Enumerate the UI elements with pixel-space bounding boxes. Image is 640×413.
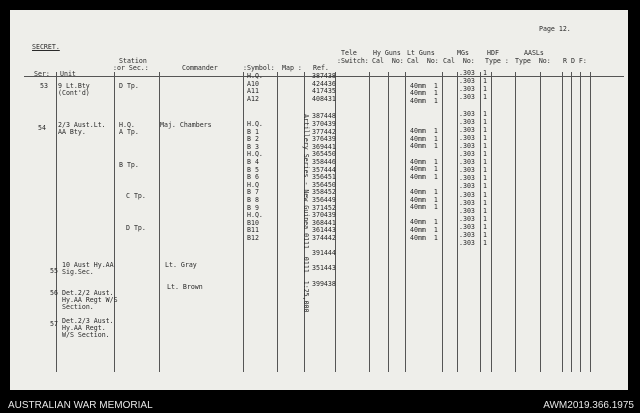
mg-no-cell: 1 <box>483 222 487 231</box>
lt-gun-cell: 40mm 1 <box>410 226 438 234</box>
mg-no-cell: 1 <box>483 150 487 158</box>
ref-cell: 408431 <box>312 94 336 103</box>
header-hy-cal-no: Cal No: <box>372 57 404 65</box>
symbol-cell: B 5 <box>247 165 259 174</box>
col-divider-symbol <box>277 72 278 372</box>
ref-cell: 356449 <box>312 196 336 204</box>
ref-cell: 356450 <box>312 180 336 189</box>
col-divider-unit <box>114 72 115 372</box>
lt-gun-cell: 40mm 1 <box>410 96 438 105</box>
footer-institution: AUSTRALIAN WAR MEMORIAL <box>8 400 153 411</box>
row-unit-56: Det.2/2 Aust. Hy.AA Regt W/S Section. <box>62 289 118 311</box>
mg-no-cell: 1 <box>483 85 487 94</box>
lt-gun-cell: 40mm 1 <box>410 195 438 204</box>
mg-cal-cell: .303 <box>459 85 475 94</box>
symbol-cell: B 7 <box>247 188 259 197</box>
mg-cal-cell: .303 <box>459 150 475 158</box>
row-ser-54: 54 <box>38 124 46 132</box>
header-aasl: AASLs <box>524 49 544 57</box>
row-unit-54: 2/3 Aust.Lt. AA Bty. <box>58 121 106 136</box>
mg-no-cell: 1 <box>483 158 487 167</box>
ref-cell: 370439 <box>312 120 336 128</box>
mg-no-cell: 1 <box>483 206 487 215</box>
col-divider-r <box>571 72 572 372</box>
mg-cal-cell: .303 <box>459 166 475 175</box>
row-unit-53: 9 Lt.Bty (Cont'd) <box>58 82 90 97</box>
station-c-tp: C Tp. <box>126 192 146 200</box>
mg-no-cell: 1 <box>483 69 487 77</box>
header-or-sec: :or Sec.: <box>113 64 149 72</box>
symbol-cell: B 1 <box>247 127 259 136</box>
mg-cal-cell: .303 <box>459 141 475 150</box>
lt-gun-cell: 40mm 1 <box>410 157 438 166</box>
symbol-cell: B11 <box>247 226 259 235</box>
header-tele: Tele <box>341 49 357 57</box>
mg-no-cell: 1 <box>483 174 487 183</box>
ref-cell: 365450 <box>312 150 336 159</box>
col-divider-hy-no <box>405 72 406 372</box>
col-divider-aasl-no <box>562 72 563 372</box>
symbol-cell: A10 <box>247 79 259 88</box>
station-d-tp-1: D Tp. <box>119 82 139 90</box>
page-number: Page 12. <box>539 25 571 33</box>
header-station: Station <box>119 57 147 65</box>
station-b-tp: B Tp. <box>119 161 139 169</box>
col-divider-mg-end <box>491 72 492 372</box>
symbol-cell: H.Q. <box>247 72 263 80</box>
mg-no-cell: 1 <box>483 93 487 102</box>
col-divider-aasl-type <box>540 72 541 372</box>
header-lt-guns: Lt Guns <box>407 49 435 57</box>
mg-cal-cell: .303 <box>459 231 475 239</box>
row-ser-56: 56 <box>50 289 58 297</box>
row-unit-57: Det.2/3 Aust. Hy.AA Regt. W/S Section. <box>62 317 114 339</box>
symbol-cell: B 6 <box>247 173 259 182</box>
symbol-cell: B12 <box>247 234 259 242</box>
mg-no-cell: 1 <box>483 166 487 175</box>
station-a-tp: A Tp. <box>119 128 139 136</box>
header-commander: Commander <box>182 64 218 72</box>
mg-no-cell: 1 <box>483 117 487 126</box>
classification-label: SECRET. <box>32 43 60 51</box>
map-series-note: Artillery Series - New Guinea 0111 0111 1:25,000 <box>302 114 310 313</box>
col-divider-hy-cal <box>388 72 389 372</box>
mg-no-cell: 1 <box>483 182 487 191</box>
station-hq: H.Q. <box>119 121 135 129</box>
header-ser: Ser: <box>34 70 50 78</box>
mg-cal-cell: .303 <box>459 198 475 207</box>
lt-gun-cell: 40mm 1 <box>410 81 438 90</box>
col-divider-station <box>159 72 160 372</box>
document-page <box>10 10 628 390</box>
mg-cal-cell: .303 <box>459 214 475 223</box>
ref-cell: 356451 <box>312 173 336 182</box>
symbol-cell: B 3 <box>247 142 259 151</box>
footer-accession: AWM2019.366.1975 <box>543 400 634 411</box>
mg-no-cell: 1 <box>483 77 487 86</box>
symbol-cell: B 2 <box>247 135 259 144</box>
symbol-cell: H.Q. <box>247 150 263 159</box>
ref-cell: 370439 <box>312 211 336 220</box>
mg-cal-cell: .303 <box>459 174 475 183</box>
ref-cell: 358452 <box>312 188 336 197</box>
symbol-cell: H.Q <box>247 180 259 189</box>
mg-no-cell: 1 <box>483 141 487 150</box>
col-divider-lt-guns <box>442 72 443 372</box>
mg-cal-cell: .303 <box>459 69 475 77</box>
mg-cal-cell: .303 <box>459 93 475 102</box>
mg-no-cell: 1 <box>483 190 487 199</box>
symbol-cell: H.Q. <box>247 211 263 220</box>
ref-cell: 357444 <box>312 165 336 174</box>
mg-no-cell: 1 <box>483 231 487 239</box>
header-rdf: R D F: <box>563 57 587 65</box>
mg-cal-cell: .303 <box>459 239 475 248</box>
row-ser-53: 53 <box>40 82 48 90</box>
header-mg-cal-no: Cal No: <box>443 57 475 65</box>
lt-gun-cell: 40mm 1 <box>410 188 438 196</box>
row-ser-57: 57 <box>50 320 58 328</box>
ref-cell: 417435 <box>312 87 336 96</box>
lt-gun-cell: 40mm 1 <box>410 165 438 174</box>
mg-no-cell: 1 <box>483 198 487 207</box>
archive-footer <box>0 396 640 413</box>
lt-gun-cell: 40mm 1 <box>410 127 438 136</box>
lt-gun-cell: 40mm 1 <box>410 142 438 151</box>
col-divider-tele <box>369 72 370 372</box>
header-hy-guns: Hy Guns <box>373 49 401 57</box>
lt-gun-cell: 40mm 1 <box>410 233 438 242</box>
symbol-cell: B 4 <box>247 158 259 166</box>
mg-cal-cell: .303 <box>459 182 475 191</box>
ref-cell: 387448 <box>312 112 336 121</box>
ref-cell: 351443 <box>312 264 336 273</box>
mg-no-cell: 1 <box>483 133 487 142</box>
header-aasl-type-no: Type No: <box>515 57 551 65</box>
row-ser-55: 55 <box>50 267 58 275</box>
symbol-cell: B10 <box>247 218 259 227</box>
ref-cell: 369441 <box>312 142 336 151</box>
col-divider-d <box>580 72 581 372</box>
ref-cell: 371452 <box>312 203 336 212</box>
col-divider-mg-cal <box>457 72 458 372</box>
ref-cell: 376439 <box>312 135 336 144</box>
col-divider-f <box>590 72 591 372</box>
ref-cell: 399438 <box>312 279 336 288</box>
mg-cal-cell: .303 <box>459 133 475 142</box>
ref-cell: 424436 <box>312 79 336 88</box>
station-d-tp-2: D Tp. <box>126 224 146 232</box>
mg-no-cell: 1 <box>483 125 487 134</box>
symbol-cell: H.Q. <box>247 120 263 128</box>
header-hdf: HDF <box>487 49 499 57</box>
mg-cal-cell: .303 <box>459 190 475 199</box>
header-hdf-type: Type : <box>485 57 509 65</box>
symbol-cell: B 8 <box>247 196 259 204</box>
commander-56: Lt. Brown <box>167 283 203 291</box>
symbol-cell: B 9 <box>247 203 259 212</box>
lt-gun-cell: 40mm 1 <box>410 218 438 227</box>
ref-cell: 387438 <box>312 72 336 80</box>
commander-55: Lt. Gray <box>165 261 197 269</box>
ref-cell: 368441 <box>312 218 336 227</box>
col-divider-commander <box>243 72 244 372</box>
lt-gun-cell: 40mm 1 <box>410 203 438 212</box>
header-lt-cal-no: Cal No: <box>407 57 439 65</box>
col-divider-mg-no <box>480 72 481 372</box>
mg-no-cell: 1 <box>483 214 487 223</box>
mg-cal-cell: .303 <box>459 117 475 126</box>
header-switch: :Switch: <box>337 57 369 65</box>
mg-cal-cell: .303 <box>459 206 475 215</box>
mg-cal-cell: .303 <box>459 125 475 134</box>
header-map: Map : <box>282 64 302 72</box>
header-symbol: :Symbol: <box>243 64 275 72</box>
mg-cal-cell: .303 <box>459 222 475 231</box>
header-unit: Unit <box>60 70 76 78</box>
ref-cell: 391444 <box>312 249 336 258</box>
commander-54: Maj. Chambers <box>160 121 212 129</box>
header-mgs: MGs <box>457 49 469 57</box>
mg-cal-cell: .303 <box>459 158 475 167</box>
col-divider-hdf <box>515 72 516 372</box>
mg-no-cell: 1 <box>483 239 487 248</box>
ref-cell: 358446 <box>312 158 336 166</box>
mg-cal-cell: .303 <box>459 109 475 118</box>
lt-gun-cell: 40mm 1 <box>410 89 438 98</box>
header-ref: Ref. <box>313 64 329 72</box>
lt-gun-cell: 40mm 1 <box>410 172 438 181</box>
lt-gun-cell: 40mm 1 <box>410 134 438 143</box>
mg-no-cell: 1 <box>483 109 487 118</box>
mg-cal-cell: .303 <box>459 77 475 86</box>
ref-cell: 374442 <box>312 234 336 242</box>
symbol-cell: A11 <box>247 87 259 96</box>
symbol-cell: A12 <box>247 94 259 103</box>
row-unit-55: 10 Aust Hy.AA Sig.Sec. <box>62 261 114 276</box>
ref-cell: 361443 <box>312 226 336 235</box>
ref-cell: 377442 <box>312 127 336 136</box>
